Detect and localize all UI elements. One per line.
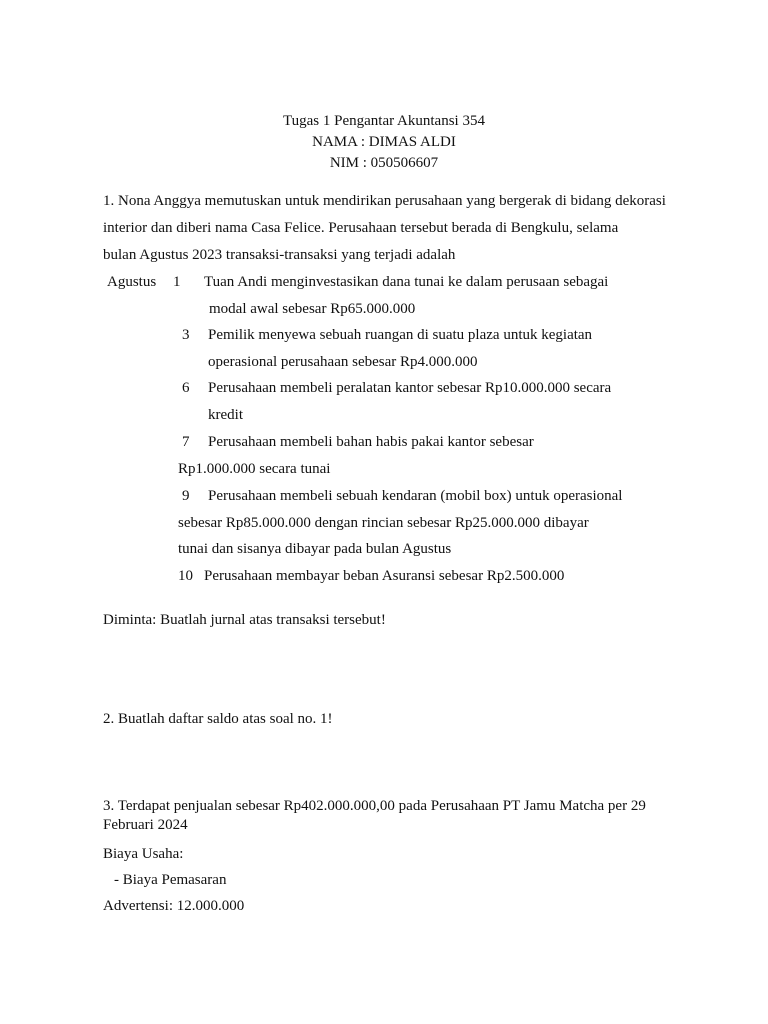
transaction-6-day: 6 [182,380,190,396]
transaction-6-text: Perusahaan membeli peralatan kantor sebesar Rp10.000.000 secara [208,380,612,396]
transaction-9-text: Perusahaan membeli sebuah kendaran (mobil box) untuk operasional [208,488,623,504]
q3-line-1: 3. Terdapat penjualan sebesar Rp402.000.000,00 pada Perusahaan PT Jamu Matcha per 29 [103,798,646,814]
biaya-usaha-label: Biaya Usaha: [103,846,184,862]
transaction-3-text-cont: operasional perusahaan sebesar Rp4.000.000 [208,354,478,370]
advertensi-line: Advertensi: 12.000.000 [103,898,245,914]
transaction-9-text-cont: sebesar Rp85.000.000 dengan rincian sebesar Rp25.000.000 dibayar [178,515,589,531]
transaction-1-text: Tuan Andi menginvestasikan dana tunai ke dalam perusaan sebagai [204,274,609,290]
transaction-7-text-cont: Rp1.000.000 secara tunai [178,461,331,477]
transaction-10-text: Perusahaan membayar beban Asuransi sebesar Rp2.500.000 [204,568,565,584]
transaction-10-day: 10 [178,568,193,584]
transaction-9-text-cont-2: tunai dan sisanya dibayar pada bulan Agustus [178,541,452,557]
q1-task: Diminta: Buatlah jurnal atas transaksi tersebut! [103,612,386,628]
document-title: Tugas 1 Pengantar Akuntansi 354 [283,113,485,129]
q1-intro-line-2: interior dan diberi nama Casa Felice. Perusahaan tersebut berada di Bengkulu, selama [103,220,619,236]
month-label: Agustus [107,274,157,290]
q1-intro-line-3: bulan Agustus 2023 transaksi-transaksi yang terjadi adalah [103,247,456,263]
transaction-7-text: Perusahaan membeli bahan habis pakai kantor sebesar [208,434,534,450]
q3-line-2: Februari 2024 [103,817,188,833]
transaction-3-day: 3 [182,327,190,343]
transaction-1-text-cont: modal awal sebesar Rp65.000.000 [209,301,416,317]
transaction-1-day: 1 [173,274,181,290]
transaction-3-text: Pemilik menyewa sebuah ruangan di suatu plaza untuk kegiatan [208,327,593,343]
q1-intro-line-1: 1. Nona Anggya memutuskan untuk mendirikan perusahaan yang bergerak di bidang dekorasi [103,193,666,209]
transaction-9-day: 9 [182,488,190,504]
transaction-7-day: 7 [182,434,190,450]
biaya-pemasaran-label: - Biaya Pemasaran [114,872,227,888]
student-name: NAMA : DIMAS ALDI [312,134,456,150]
student-nim: NIM : 050506607 [329,155,439,171]
q2-text: 2. Buatlah daftar saldo atas soal no. 1! [103,711,333,727]
transaction-6-text-cont: kredit [208,407,243,423]
